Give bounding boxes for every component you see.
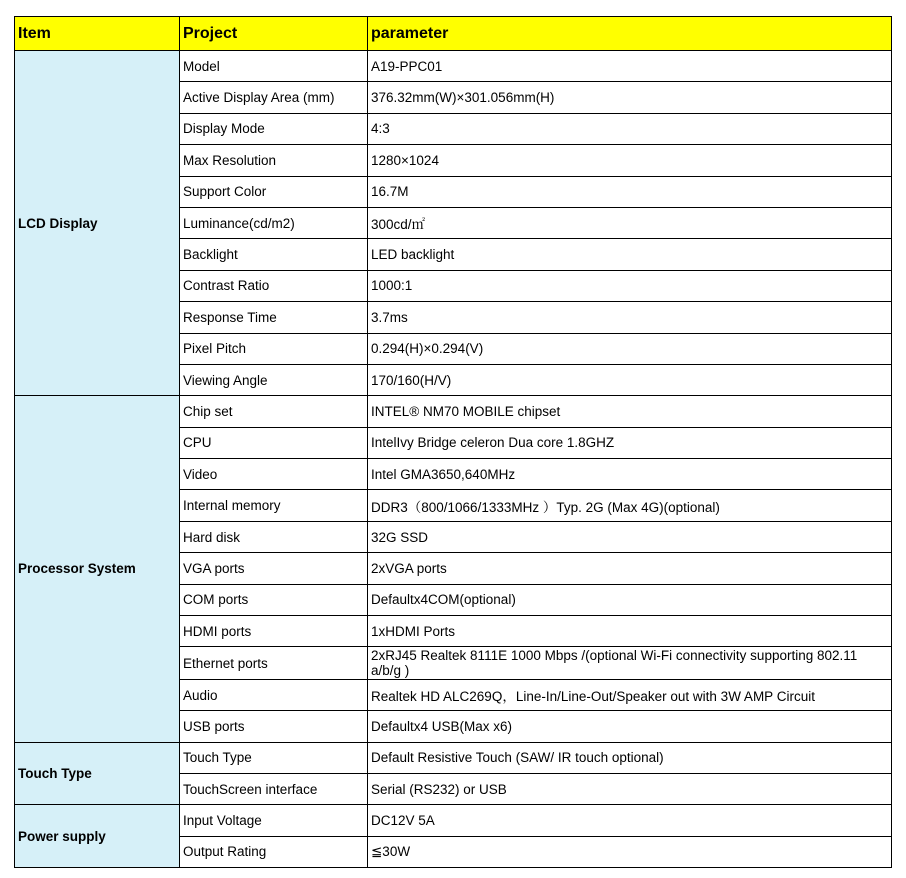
parameter-cell: 16.7M [368, 176, 892, 207]
table-row [15, 396, 892, 427]
project-cell: TouchScreen interface [180, 773, 368, 804]
parameter-cell: 1280×1024 [368, 145, 892, 176]
project-cell: USB ports [180, 711, 368, 742]
parameter-cell: Intel GMA3650,640MHz [368, 459, 892, 490]
spec-body [15, 51, 892, 868]
group-label: Touch Type [15, 742, 180, 805]
parameter-cell: Realtek HD ALC269Q，Line-In/Line-Out/Speaker out with 3W AMP Circuit [368, 679, 892, 710]
group-label: Processor System [15, 396, 180, 742]
project-cell: Contrast Ratio [180, 270, 368, 301]
header-project: Project [180, 17, 368, 51]
project-cell: Hard disk [180, 521, 368, 552]
parameter-cell: Defaultx4COM(optional) [368, 584, 892, 615]
header-row [15, 17, 892, 51]
parameter-cell: 376.32mm(W)×301.056mm(H) [368, 82, 892, 113]
parameter-cell: LED backlight [368, 239, 892, 270]
project-cell: Max Resolution [180, 145, 368, 176]
project-cell: Video [180, 459, 368, 490]
spec-table [14, 16, 892, 868]
project-cell: Input Voltage [180, 805, 368, 836]
project-cell: Ethernet ports [180, 647, 368, 679]
parameter-cell: 0.294(H)×0.294(V) [368, 333, 892, 364]
project-cell: Output Rating [180, 836, 368, 867]
parameter-cell: IntelIvy Bridge celeron Dua core 1.8GHZ [368, 427, 892, 458]
project-cell: Active Display Area (mm) [180, 82, 368, 113]
project-cell: Touch Type [180, 742, 368, 773]
parameter-cell: DC12V 5A [368, 805, 892, 836]
parameter-cell: Default Resistive Touch (SAW/ IR touch optional) [368, 742, 892, 773]
project-cell: VGA ports [180, 553, 368, 584]
project-cell: Display Mode [180, 113, 368, 144]
parameter-cell: 1xHDMI Ports [368, 616, 892, 647]
parameter-cell: ≦30W [368, 836, 892, 867]
project-cell: CPU [180, 427, 368, 458]
parameter-cell: A19-PPC01 [368, 51, 892, 82]
project-cell: Viewing Angle [180, 364, 368, 395]
group-label: LCD Display [15, 51, 180, 396]
parameter-cell: 3.7ms [368, 302, 892, 333]
parameter-cell: INTEL® NM70 MOBILE chipset [368, 396, 892, 427]
project-cell: Model [180, 51, 368, 82]
project-cell: Backlight [180, 239, 368, 270]
parameter-cell: 1000:1 [368, 270, 892, 301]
group-label: Power supply [15, 805, 180, 868]
parameter-cell: 300cd/㎡ [368, 207, 892, 238]
parameter-cell: Serial (RS232) or USB [368, 773, 892, 804]
parameter-cell: 170/160(H/V) [368, 364, 892, 395]
parameter-cell: Defaultx4 USB(Max x6) [368, 711, 892, 742]
project-cell: COM ports [180, 584, 368, 615]
parameter-cell: 4:3 [368, 113, 892, 144]
parameter-cell: 2xVGA ports [368, 553, 892, 584]
parameter-cell: 2xRJ45 Realtek 8111E 1000 Mbps /(optional Wi-Fi connectivity supporting 802.11 a/b/g ) [368, 647, 892, 679]
project-cell: Internal memory [180, 490, 368, 521]
project-cell: Pixel Pitch [180, 333, 368, 364]
table-row [15, 742, 892, 773]
project-cell: Support Color [180, 176, 368, 207]
header-parameter: parameter [368, 17, 892, 51]
project-cell: Response Time [180, 302, 368, 333]
parameter-cell: DDR3（800/1066/1333MHz ）Typ. 2G (Max 4G)(optional) [368, 490, 892, 521]
project-cell: HDMI ports [180, 616, 368, 647]
project-cell: Audio [180, 679, 368, 710]
header-item: Item [15, 17, 180, 51]
project-cell: Luminance(cd/m2) [180, 207, 368, 238]
parameter-cell: 32G SSD [368, 521, 892, 552]
table-row [15, 51, 892, 82]
table-row [15, 805, 892, 836]
project-cell: Chip set [180, 396, 368, 427]
